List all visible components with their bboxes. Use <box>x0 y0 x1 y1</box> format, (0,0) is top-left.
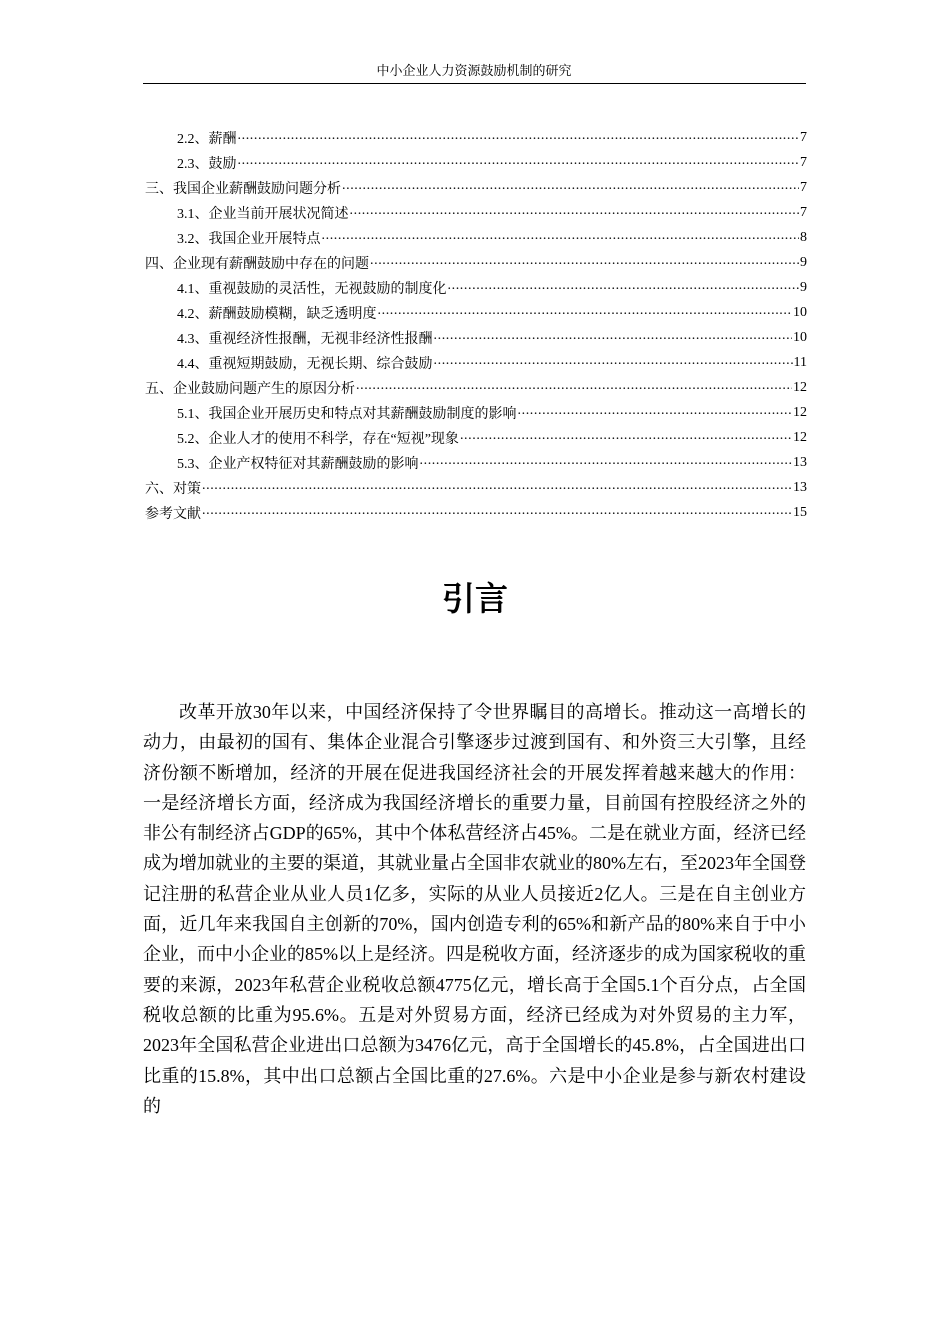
toc-entry-title: 2.3、鼓励 <box>177 156 237 172</box>
toc-entry-title: 5.3、企业产权特征对其薪酬鼓励的影响 <box>177 456 419 472</box>
running-header: 中小企业人力资源鼓励机制的研究 <box>376 63 572 78</box>
toc-entry[interactable] <box>145 225 807 250</box>
toc-entry-page: 7 <box>800 179 807 195</box>
toc-dot-leader <box>350 200 800 225</box>
header-rule <box>143 83 806 84</box>
toc-dot-leader <box>420 450 793 475</box>
toc-dot-leader <box>378 300 793 325</box>
toc-entry-title: 四、企业现有薪酬鼓励中存在的问题 <box>145 256 369 272</box>
toc-entry[interactable] <box>145 200 807 225</box>
toc-entry-title: 5.1、我国企业开展历史和特点对其薪酬鼓励制度的影响 <box>177 406 517 422</box>
toc-entry-title: 5.2、企业人才的使用不科学，存在“短视”现象 <box>177 431 459 447</box>
toc-dot-leader <box>238 125 800 150</box>
toc-entry-page: 12 <box>793 429 807 445</box>
toc-dot-leader <box>202 475 792 500</box>
body-paragraph: 改革开放30年以来，中国经济保持了令世界瞩目的高增长。推动这一高增长的动力，由最初的国有、集体企业混合引擎逐步过渡到国有、和外资三大引擎，且经济份额不断增加，经济的开展在促进我国经济社会的开展发挥着越来越大的作用：一是经济增长方面，经济成为我国经济增长的重要力量，目前国有控股经济之外的非公有制经济占GDP的65%，其中个体私营经济占45%。二是在就业方面，经济已经成为增加就业的主要的渠道，其就业量占全国非农就业的80%左右，至2023年全国登记注册的私营企业从业人员1亿多，实际的从业人员接近2亿人。三是在自主创业方面，近几年来我国自主创新的70%，国内创造专利的65%和新产品的80%来自于中小企业，而中小企业的85%以上是经济。四是税收方面，经济逐步的成为国家税收的重要的来源，2023年私营企业税收总额4775亿元，增长高于全国5.1个百分点，占全国税收总额的比重为95.6%。五是对外贸易方面，经济已经成为对外贸易的主力军，2023年全国私营企业进出口总额为3476亿元，高于全国增长的45.8%，占全国进出口比重的15.8%，其中出口总额占全国比重的27.6%。六是中小企业是参与新农村建设的 <box>143 702 806 1116</box>
toc-entry-page: 13 <box>793 454 807 470</box>
toc-entry[interactable] <box>145 475 807 500</box>
toc-entry[interactable] <box>145 425 807 450</box>
toc-entry[interactable] <box>145 250 807 275</box>
toc-entry-title: 三、我国企业薪酬鼓励问题分析 <box>145 181 341 197</box>
toc-entry[interactable] <box>145 375 807 400</box>
toc-entry-page: 7 <box>800 129 807 145</box>
toc-entry-page: 9 <box>800 254 807 270</box>
toc-entry[interactable] <box>145 450 807 475</box>
table-of-contents <box>145 125 807 525</box>
section-title: 引言 <box>442 579 508 618</box>
toc-entry-title: 4.1、重视鼓励的灵活性，无视鼓励的制度化 <box>177 281 447 297</box>
toc-dot-leader <box>342 175 799 200</box>
toc-entry[interactable] <box>145 500 807 525</box>
toc-entry-title: 4.3、重视经济性报酬，无视非经济性报酬 <box>177 331 433 347</box>
toc-entry-page: 9 <box>800 279 807 295</box>
toc-dot-leader <box>202 500 792 525</box>
toc-entry-page: 7 <box>800 154 807 170</box>
toc-entry[interactable] <box>145 175 807 200</box>
toc-entry-title: 4.2、薪酬鼓励模糊，缺乏透明度 <box>177 306 377 322</box>
toc-entry-title: 3.1、企业当前开展状况简述 <box>177 206 349 222</box>
toc-entry-page: 7 <box>800 204 807 220</box>
toc-dot-leader <box>460 425 792 450</box>
toc-entry-page: 12 <box>793 379 807 395</box>
toc-entry-page: 12 <box>793 404 807 420</box>
toc-entry[interactable] <box>145 325 807 350</box>
toc-entry-page: 15 <box>793 504 807 520</box>
toc-entry-page: 8 <box>800 229 807 245</box>
toc-entry-title: 2.2、薪酬 <box>177 131 237 147</box>
toc-entry-title: 参考文献 <box>145 506 201 522</box>
toc-dot-leader <box>434 325 793 350</box>
toc-dot-leader <box>448 275 800 300</box>
toc-entry[interactable] <box>145 350 807 375</box>
toc-dot-leader <box>518 400 793 425</box>
toc-dot-leader <box>434 350 793 375</box>
toc-entry-page: 11 <box>793 354 807 370</box>
toc-entry[interactable] <box>145 150 807 175</box>
toc-dot-leader <box>238 150 800 175</box>
toc-dot-leader <box>322 225 800 250</box>
toc-entry-title: 六、对策 <box>145 481 201 497</box>
toc-entry-page: 10 <box>793 304 807 320</box>
toc-entry[interactable] <box>145 300 807 325</box>
toc-entry[interactable] <box>145 400 807 425</box>
toc-entry[interactable] <box>145 125 807 150</box>
toc-dot-leader <box>356 375 792 400</box>
toc-dot-leader <box>370 250 799 275</box>
toc-entry-page: 13 <box>793 479 807 495</box>
toc-entry-page: 10 <box>793 329 807 345</box>
toc-entry-title: 4.4、重视短期鼓励，无视长期、综合鼓励 <box>177 356 433 372</box>
toc-entry-title: 3.2、我国企业开展特点 <box>177 231 321 247</box>
toc-entry-title: 五、企业鼓励问题产生的原因分析 <box>145 381 355 397</box>
toc-entry[interactable] <box>145 275 807 300</box>
